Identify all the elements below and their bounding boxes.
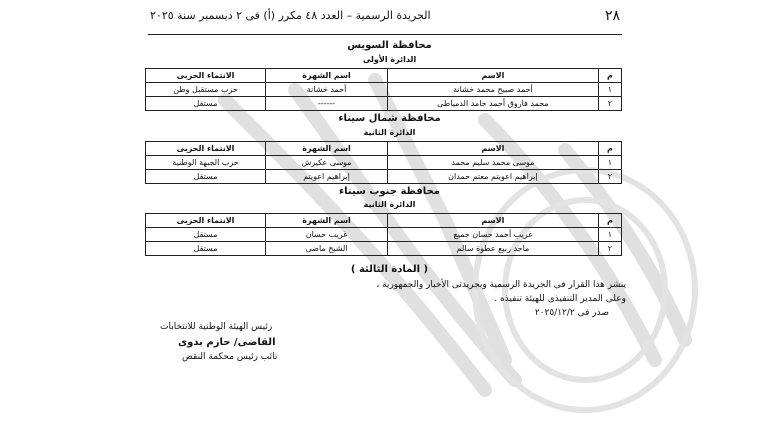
page-header xyxy=(150,8,620,28)
cell-party: مستقل xyxy=(146,228,266,242)
cell-name: موسى محمد سليم محمد xyxy=(388,156,599,170)
signatory-role: نائب رئيس محكمة النقض xyxy=(182,352,278,362)
col-num: م xyxy=(598,214,621,228)
table-header-row xyxy=(146,142,622,156)
cell-num: ٢ xyxy=(598,170,621,184)
col-fame: اسم الشهرة xyxy=(266,142,388,156)
cell-party: حزب مستقبل وطن xyxy=(146,83,266,97)
col-name: الاسم xyxy=(388,214,599,228)
cell-name: غريب أحمد حسان جميع xyxy=(388,228,599,242)
table-header-row xyxy=(146,69,622,83)
col-party: الانتماء الحزبى xyxy=(146,142,266,156)
table-row xyxy=(146,228,622,242)
table-row xyxy=(146,156,622,170)
col-fame: اسم الشهرة xyxy=(266,214,388,228)
issue-date: صدر فى ٢٠٢٥/١٢/٢ xyxy=(534,308,609,318)
cell-fame: أحمد خشانة xyxy=(266,83,388,97)
col-name: الاسم xyxy=(388,142,599,156)
table-header-row xyxy=(146,214,622,228)
cell-fame: غريب حسان xyxy=(266,228,388,242)
cell-party: مستقل xyxy=(146,242,266,256)
candidates-table xyxy=(145,213,622,256)
circuit-heading: الدائرة الثانية xyxy=(363,200,416,209)
table-row xyxy=(146,97,622,111)
cell-fame: الشيخ ماضى xyxy=(266,242,388,256)
header-divider xyxy=(148,34,622,35)
col-fame: اسم الشهرة xyxy=(266,69,388,83)
cell-fame: ------ xyxy=(266,97,388,111)
col-name: الاسم xyxy=(388,69,599,83)
cell-name: محمد فاروق أحمد حامد الدمياطى xyxy=(388,97,599,111)
cell-party: حزب الجبهة الوطنية xyxy=(146,156,266,170)
cell-num: ١ xyxy=(598,228,621,242)
candidates-table xyxy=(145,68,622,111)
table-row xyxy=(146,170,622,184)
cell-name: ماجد ربيع عطوة سالم xyxy=(388,242,599,256)
col-num: م xyxy=(598,142,621,156)
cell-num: ٢ xyxy=(598,97,621,111)
cell-party: مستقل xyxy=(146,97,266,111)
signatory-name: القاضى/ حازم بدوى xyxy=(178,337,276,348)
col-party: الانتماء الحزبى xyxy=(146,214,266,228)
governorate-heading: محافظة شمال سيناء xyxy=(338,113,441,124)
signatory-title: رئيس الهيئة الوطنية للانتخابات xyxy=(160,322,273,332)
cell-fame: إبراهيم اعويتم xyxy=(266,170,388,184)
article-text-line-2: وعلى المدير التنفيذى للهيئة تنفيذه . xyxy=(494,294,626,304)
table-row xyxy=(146,242,622,256)
cell-name: أحمد صبيح محمد خشانة xyxy=(388,83,599,97)
cell-num: ٢ xyxy=(598,242,621,256)
col-party: الانتماء الحزبى xyxy=(146,69,266,83)
cell-num: ١ xyxy=(598,83,621,97)
cell-num: ١ xyxy=(598,156,621,170)
governorate-heading: محافظة السويس xyxy=(347,40,432,51)
cell-party: مستقل xyxy=(146,170,266,184)
circuit-heading: الدائرة الثانية xyxy=(363,128,416,137)
governorate-heading: محافظة جنوب سيناء xyxy=(339,186,440,197)
gazette-title: الجريدة الرسمية – العدد ٤٨ مكرر (أ) فى ٢ ديسمبر سنة ٢٠٢٥ xyxy=(150,9,431,22)
circuit-heading: الدائرة الأولى xyxy=(362,55,417,64)
col-num: م xyxy=(598,69,621,83)
article-text-line-1: ينشر هذا القرار فى الجريدة الرسمية وبجريدتى الأخبار والجمهورية ، xyxy=(376,280,626,290)
cell-fame: موسى عكيرش xyxy=(266,156,388,170)
table-row xyxy=(146,83,622,97)
article-heading: ( المادة الثالثة ) xyxy=(350,264,429,275)
page-number: ٢٨ xyxy=(604,8,620,24)
candidates-table xyxy=(145,141,622,184)
cell-name: إبراهيم اعويتم معتم حمدان xyxy=(388,170,599,184)
